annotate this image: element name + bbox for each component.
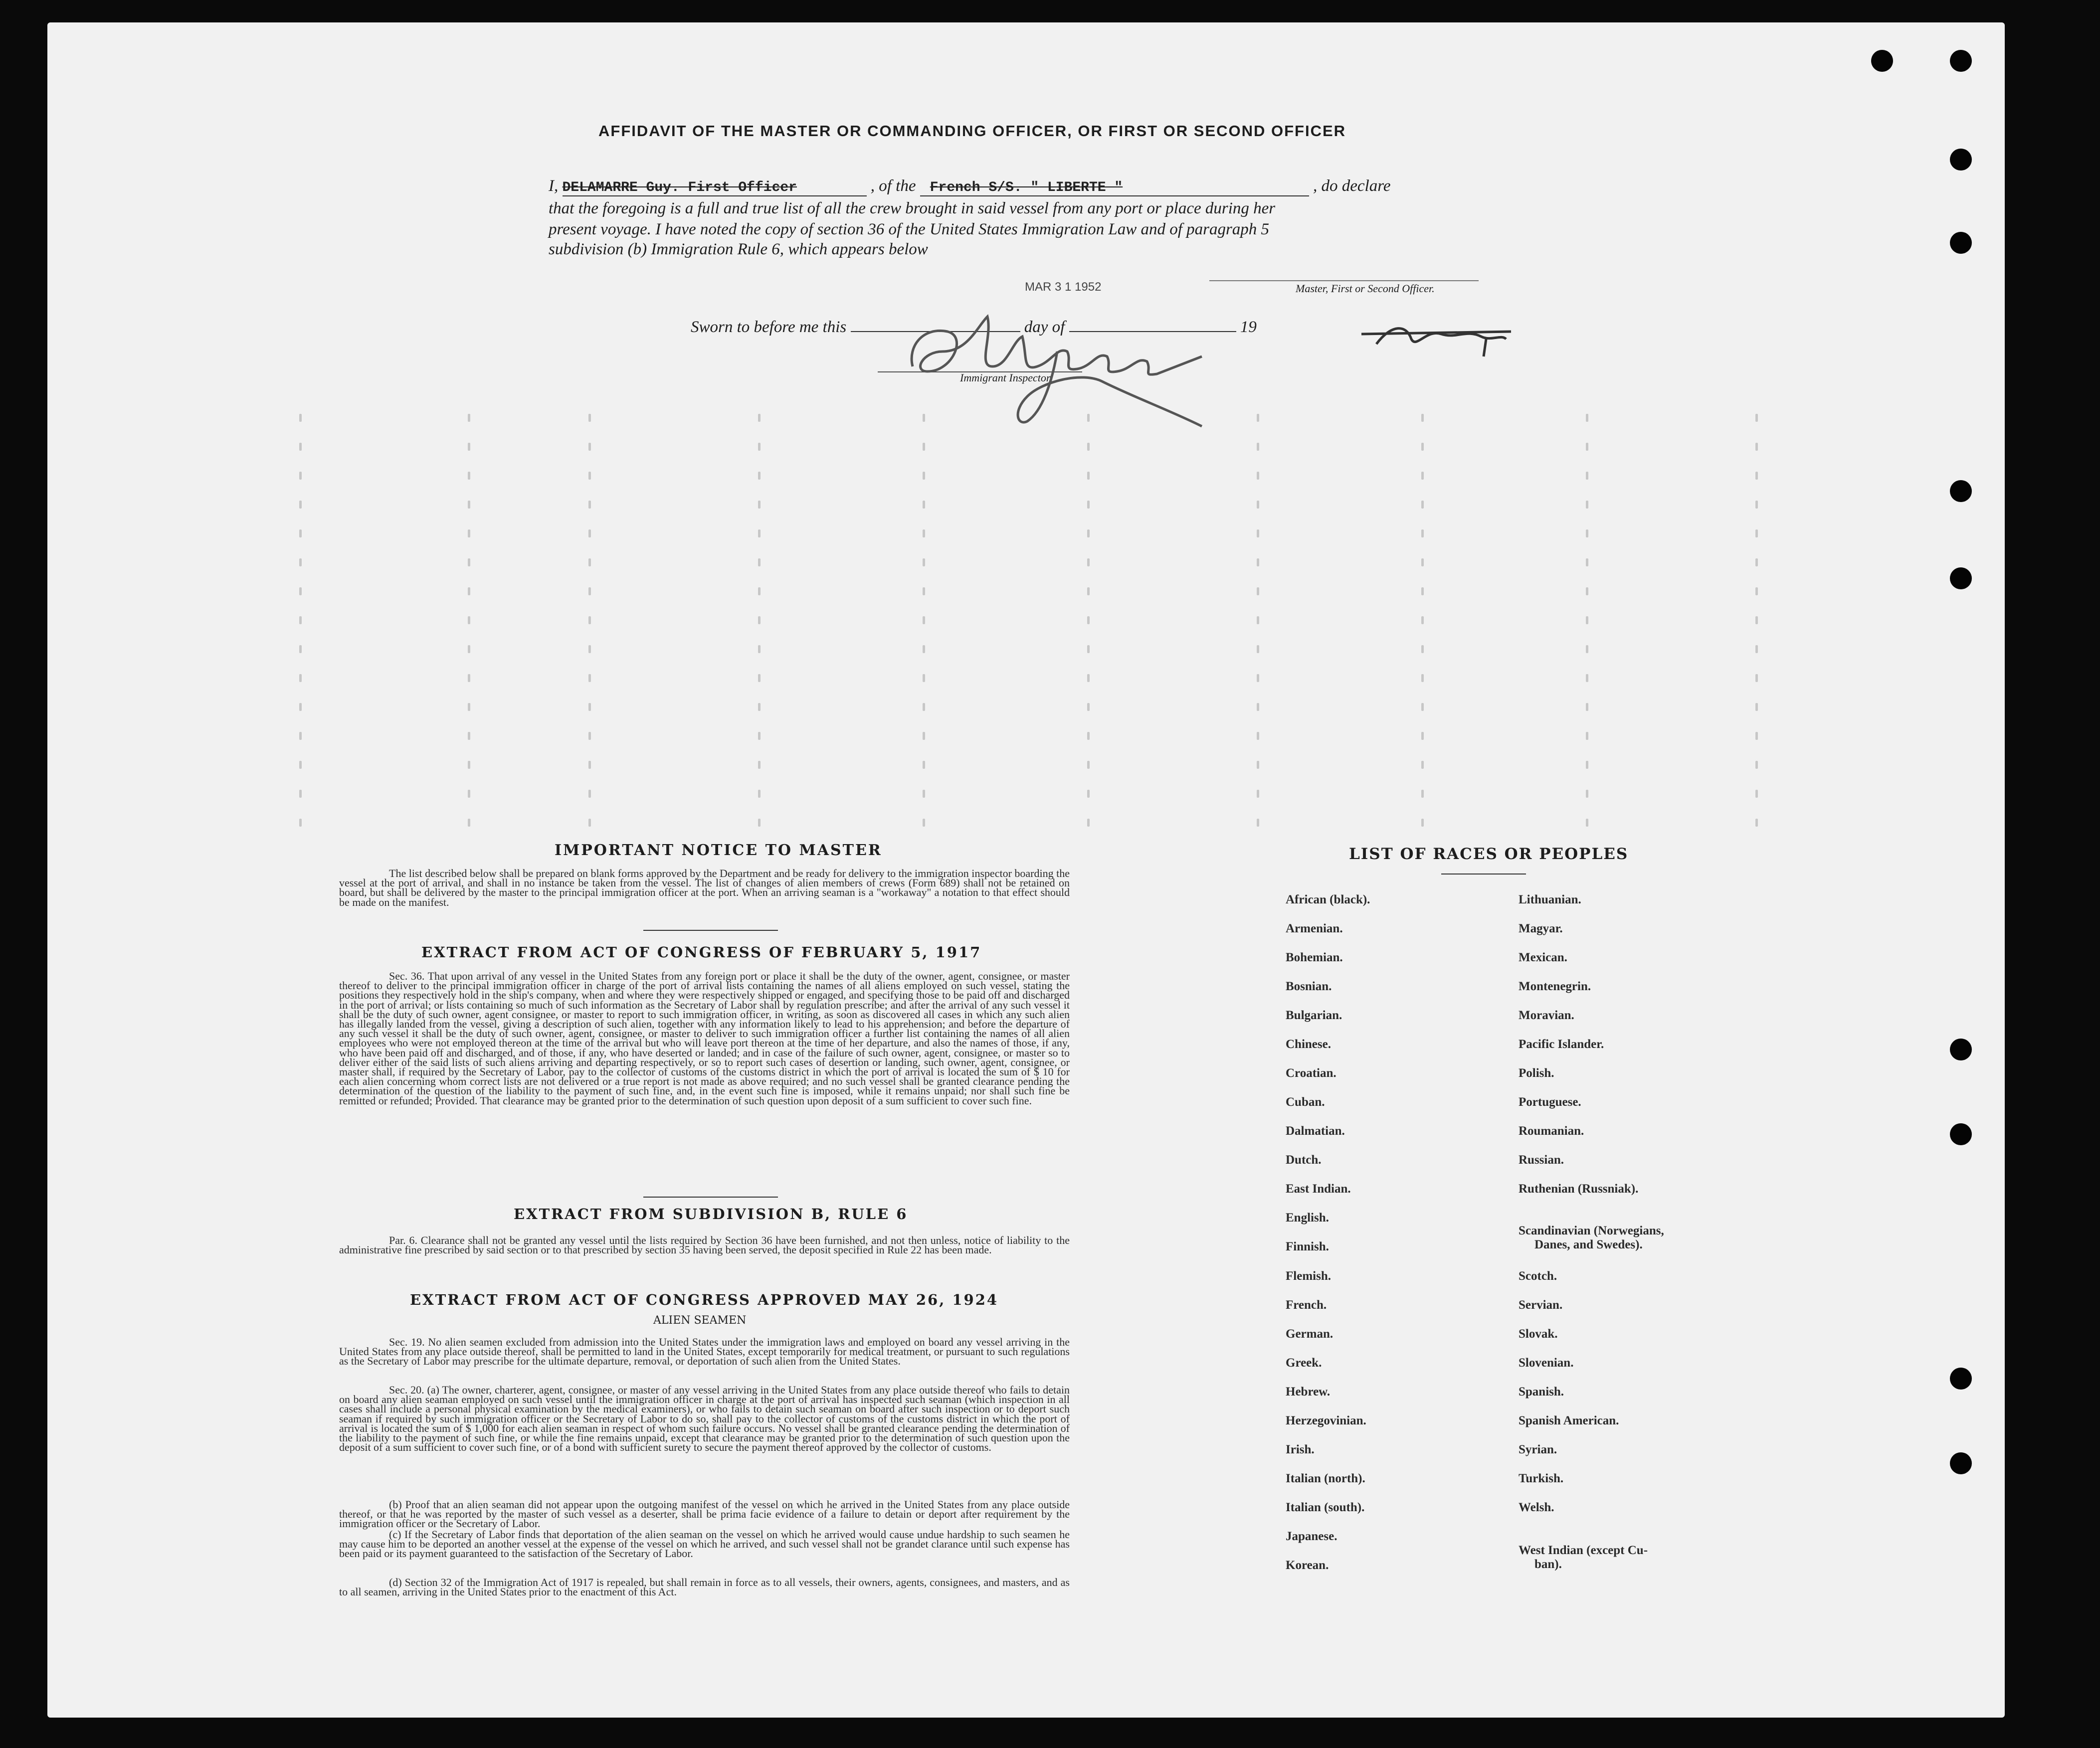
race-item: ban). xyxy=(1534,1558,1562,1571)
officer-name: DELAMARRE Guy. First Officer xyxy=(562,180,797,195)
grid-dot xyxy=(1755,674,1758,682)
extract-1924-sec20a: Sec. 20. (a) The owner, charterer, agent, consignee, or master of any vessel arriving in the United States from any place outside thereof who fails to detain on board any alien seaman employed on such vessel until the immigration officer in charge at the port of arrival has inspected such seaman (which inspection in all cases shall include a personal physical examination by the medical examiners), or who fails to detain such seaman on board after such inspection or to deport such seaman if required by such immigration officer or the Secretary of Labor to do so, shall pay to the collector of customs of the customs district in which the port of arrival is located the sum of $ 1,000 for each alien seaman in respect of whom such failure occurs. No vessel shall be granted clearance pending the determination of the liability to the payment of such fine, or while the fine remains unpaid, except that clearance may be granted prior to the determination of such question upon the deposit of a sum sufficient to cover such fine, or of a bond with sufficient surety to secure the payment thereof approved by the collector of customs. xyxy=(339,1384,1070,1454)
race-item: Irish. xyxy=(1286,1443,1315,1456)
race-item: French. xyxy=(1286,1298,1327,1312)
race-item: Bosnian. xyxy=(1286,980,1332,993)
race-item: Chinese. xyxy=(1286,1038,1331,1051)
grid-dot xyxy=(1257,443,1259,451)
grid-dot xyxy=(923,558,925,566)
grid-dot xyxy=(923,645,925,653)
grid-dot xyxy=(1087,443,1090,451)
grid-dot xyxy=(923,819,925,827)
grid-dot xyxy=(923,472,925,480)
grid-dot xyxy=(588,529,591,537)
grid-dot xyxy=(588,645,591,653)
grid-dot xyxy=(1087,501,1090,509)
extract-1924-sec20b: (b) Proof that an alien seaman did not appear upon the outgoing manifest of the vessel on which he arrived in the United States from any place outside thereof, or that he was reported by the master of such vessel as a deserter, shall be prima facie evidence of a failure to detain or deport after requirement by the immigration officer or the Secretary of Labor. xyxy=(339,1498,1070,1530)
race-item: Syrian. xyxy=(1519,1443,1557,1456)
grid-dot xyxy=(588,674,591,682)
grid-dot xyxy=(299,501,302,509)
grid-dot xyxy=(1257,703,1259,711)
grid-dot xyxy=(758,501,761,509)
grid-dot xyxy=(923,703,925,711)
race-item: Dalmatian. xyxy=(1286,1124,1345,1138)
punch-hole xyxy=(1950,567,1972,589)
race-item: Slovenian. xyxy=(1519,1356,1574,1370)
divider xyxy=(643,1197,778,1198)
race-item: East Indian. xyxy=(1286,1182,1351,1196)
affidavit-line-1 xyxy=(549,177,1390,196)
grid-dot xyxy=(1257,674,1259,682)
grid-dot xyxy=(1755,472,1758,480)
grid-dot xyxy=(468,472,470,480)
race-item: Bulgarian. xyxy=(1286,1009,1342,1022)
grid-dot xyxy=(1586,587,1588,595)
grid-dot xyxy=(468,558,470,566)
grid-dot xyxy=(588,472,591,480)
grid-dot xyxy=(468,414,470,422)
grid-dot xyxy=(758,703,761,711)
extract-1917-body: Sec. 36. That upon arrival of any vessel in the United States from any foreign port or place it shall be the duty of the owner, agent, consignee, or master thereof to deliver to the principal immigration officer in charge of the port of arrival lists containing the names of all aliens employed on such vessel, stating the positions they respectively hold in the ship's company, when and where they were respectively shipped or engaged, and specifying those to be paid off and discharged in the port of arrival; or lists containing so much of such information as the Secretary of Labor shall by regulation prescribe; and after the arrival of any such vessel it shall be the duty of such owner, agent consignee, or master to report to such immigration officer, in writing, as soon as discovered all cases in which any such alien has illegally landed from the vessel, giving a description of such alien, together with any information likely to lead to his apprehension; and before the departure of any such vessel it shall be the duty of such owner, agent, consignee, or master to deliver to such immigration officer a further list containing the names of all alien employees who were not employed thereon at the time of the arrival but who will leave port thereon at the time of her departure, and also the names of those, if any, who have been paid off and discharged, and of those, if any, who have deserted or landed; and in case of the failure of such owner, agent, consignee, or master so to deliver either of the said lists of such aliens arriving and departing respectively, or so to report such cases of desertion or landing, such owner, agent, consignee, or master shall, if required by the Secretary of Labor, pay to the collector of customs of the customs district in which the port of arrival is located the sum of $ 10 for each alien concerning whom correct lists are not delivered or a true report is not made as above required; and no such vessel shall be granted clearance pending the determination of the question of the liability to the payment of such fine, and, in the event such fine is imposed, while it remains unpaid; nor shall such fine be remitted or refunded; Provided. That clearance may be granted prior to the determination of such question upon deposit of a sum sufficient to cover such fine. xyxy=(339,970,1070,1107)
race-item: Spanish. xyxy=(1519,1385,1564,1398)
grid-dot xyxy=(1586,703,1588,711)
grid-dot xyxy=(923,443,925,451)
grid-dot xyxy=(1755,558,1758,566)
affidavit-line-3: present voyage. I have noted the copy of section 36 of the United States Immigration Law and of paragraph 5 xyxy=(549,220,1270,238)
race-item: African (black). xyxy=(1286,893,1370,906)
grid-dot xyxy=(1257,616,1259,624)
grid-dot xyxy=(299,529,302,537)
grid-dot xyxy=(758,472,761,480)
divider xyxy=(643,930,778,931)
grid-dot xyxy=(1087,472,1090,480)
grid-dot xyxy=(1421,645,1424,653)
grid-dot xyxy=(1586,761,1588,769)
sworn-year: 19 xyxy=(1240,318,1257,336)
grid-dot xyxy=(1755,587,1758,595)
grid-dot xyxy=(1257,414,1259,422)
grid-dot xyxy=(923,761,925,769)
grid-dot xyxy=(1421,529,1424,537)
grid-dot xyxy=(1421,819,1424,827)
grid-dot xyxy=(1586,558,1588,566)
grid-dot xyxy=(923,732,925,740)
grid-dot xyxy=(1421,414,1424,422)
grid-dot xyxy=(1087,587,1090,595)
grid-dot xyxy=(1257,472,1259,480)
grid-dot xyxy=(1257,732,1259,740)
grid-dot xyxy=(1586,443,1588,451)
inspector-signature xyxy=(893,297,1282,431)
grid-dot xyxy=(468,761,470,769)
grid-dot xyxy=(468,529,470,537)
grid-dot xyxy=(1421,616,1424,624)
grid-dot xyxy=(588,616,591,624)
grid-dot xyxy=(923,674,925,682)
race-item: Italian (north). xyxy=(1286,1472,1365,1485)
race-item: Portuguese. xyxy=(1519,1095,1581,1109)
grid-dot xyxy=(1257,501,1259,509)
race-item: West Indian (except Cu- xyxy=(1519,1544,1648,1557)
grid-dot xyxy=(923,501,925,509)
affidavit-line-4: subdivision (b) Immigration Rule 6, which appears below xyxy=(549,240,928,258)
grid-dot xyxy=(758,443,761,451)
grid-dot xyxy=(1421,501,1424,509)
grid-dot xyxy=(1087,761,1090,769)
grid-dot xyxy=(1087,703,1090,711)
grid-dot xyxy=(299,645,302,653)
grid-dot xyxy=(758,414,761,422)
grid-dot xyxy=(468,501,470,509)
grid-dot xyxy=(1586,501,1588,509)
grid-dot xyxy=(758,558,761,566)
grid-dot xyxy=(588,703,591,711)
grid-dot xyxy=(758,761,761,769)
race-item: Danes, and Swedes). xyxy=(1534,1238,1643,1251)
grid-dot xyxy=(1755,761,1758,769)
race-item: Russian. xyxy=(1519,1153,1564,1167)
grid-dot xyxy=(1257,529,1259,537)
punch-hole xyxy=(1950,480,1972,502)
grid-dot xyxy=(1087,732,1090,740)
grid-dot xyxy=(758,645,761,653)
vessel-name: French S/S. " LIBERTE " xyxy=(930,180,1123,195)
grid-dot xyxy=(1087,558,1090,566)
grid-dot xyxy=(299,761,302,769)
race-item: Magyar. xyxy=(1519,922,1563,935)
grid-dot xyxy=(1087,790,1090,798)
race-item: Polish. xyxy=(1519,1066,1554,1080)
punch-hole xyxy=(1950,1452,1972,1474)
grid-dot xyxy=(1087,819,1090,827)
race-item: Bohemian. xyxy=(1286,951,1343,964)
grid-dot xyxy=(588,587,591,595)
grid-dot xyxy=(299,414,302,422)
punch-hole xyxy=(1871,50,1893,72)
sworn-day-of: day of xyxy=(1024,318,1065,336)
race-item: Armenian. xyxy=(1286,922,1343,935)
extract-1924-sec19: Sec. 19. No alien seamen excluded from admission into the United States under the immigration laws and employed on board any vessel arriving in the United States from any place outside thereof, shall be permitted to land in the United States, except temporarily for medical treatment, or pursuant to such regulations as the Secretary of Labor may prescribe for the ultimate departure, removal, or deportation of such alien from the United States. xyxy=(339,1336,1070,1368)
grid-dot xyxy=(1421,674,1424,682)
grid-dot xyxy=(299,443,302,451)
race-item: Korean. xyxy=(1286,1559,1329,1572)
race-item: Italian (south). xyxy=(1286,1501,1365,1514)
grid-dot xyxy=(1421,761,1424,769)
grid-dot xyxy=(1087,529,1090,537)
grid-dot xyxy=(468,819,470,827)
grid-dot xyxy=(1755,501,1758,509)
sworn-text: Sworn to before me this xyxy=(691,318,847,336)
grid-dot xyxy=(923,790,925,798)
punch-hole xyxy=(1950,149,1972,171)
grid-dot xyxy=(299,732,302,740)
grid-dot xyxy=(588,761,591,769)
subdivision-b-title: EXTRACT FROM SUBDIVISION B, RULE 6 xyxy=(514,1206,908,1223)
grid-dot xyxy=(1421,703,1424,711)
race-item: Mexican. xyxy=(1519,951,1567,964)
grid-dot xyxy=(1755,819,1758,827)
grid-dot xyxy=(758,732,761,740)
grid-dot xyxy=(468,674,470,682)
extract-1924-sec20d: (d) Section 32 of the Immigration Act of 1917 is repealed, but shall remain in force as to all vessels, their owners, agents, consignees, and masters, and as to all seamen, arriving in the United States prior to the enactment of this Act. xyxy=(339,1576,1070,1598)
race-item: Moravian. xyxy=(1519,1009,1574,1022)
race-item: Finnish. xyxy=(1286,1240,1329,1253)
grid-dot xyxy=(1257,645,1259,653)
extract-1924-sec20c: (c) If the Secretary of Labor finds that deportation of the alien seaman on the vessel on which he arrived would cause undue hardship to such seamen he may cause him to be deported an another vessel at the expense of the vessel on which he arrived, and such vessel shall not be grandet clarance until such expense has been paid or its payment guaranteed to the satisfaction of the Secretary of Labor. xyxy=(339,1528,1070,1560)
grid-dot xyxy=(468,732,470,740)
grid-dot xyxy=(1755,616,1758,624)
inspector-caption: Immigrant Inspector. xyxy=(960,371,1052,384)
race-item: German. xyxy=(1286,1327,1334,1341)
race-item: Scotch. xyxy=(1519,1269,1557,1283)
grid-dot xyxy=(1586,529,1588,537)
date-stamp: MAR 3 1 1952 xyxy=(1025,280,1102,294)
grid-dot xyxy=(1586,645,1588,653)
race-item: Turkish. xyxy=(1519,1472,1564,1485)
race-item: Herzegovinian. xyxy=(1286,1414,1366,1427)
vessel-name-field xyxy=(920,177,1309,196)
grid-dot xyxy=(1755,790,1758,798)
race-item: Servian. xyxy=(1519,1298,1563,1312)
grid-dot xyxy=(758,819,761,827)
grid-dot xyxy=(299,558,302,566)
officer-name-field xyxy=(563,177,867,196)
notice-title: IMPORTANT NOTICE TO MASTER xyxy=(555,842,882,859)
grid-dot xyxy=(1421,558,1424,566)
race-item: Croatian. xyxy=(1286,1066,1336,1080)
extract-1924-subtitle: ALIEN SEAMEN xyxy=(653,1314,747,1327)
subdivision-b-body: Par. 6. Clearance shall not be granted any vessel until the lists required by Section 36 have been furnished, and not then unless, notice of liability to the administrative fine prescribed by said section or to that prescribed by section 35 having been served, the deposit specified in Rule 22 has been made. xyxy=(339,1234,1070,1256)
grid-dot xyxy=(1755,529,1758,537)
grid-dot xyxy=(1421,472,1424,480)
race-item: Hebrew. xyxy=(1286,1385,1331,1398)
race-item: English. xyxy=(1286,1211,1329,1224)
grid-dot xyxy=(1087,674,1090,682)
race-item: Ruthenian (Russniak). xyxy=(1519,1182,1639,1196)
officer-signature xyxy=(1356,319,1521,359)
grid-dot xyxy=(758,790,761,798)
grid-dot xyxy=(1087,645,1090,653)
race-item: Spanish American. xyxy=(1519,1414,1619,1427)
race-item: Welsh. xyxy=(1519,1501,1554,1514)
grid-dot xyxy=(299,674,302,682)
race-item: Roumanian. xyxy=(1519,1124,1584,1138)
grid-dot xyxy=(923,529,925,537)
grid-dot xyxy=(1586,732,1588,740)
grid-dot xyxy=(588,790,591,798)
line1-suffix: , do declare xyxy=(1313,177,1391,195)
grid-dot xyxy=(468,645,470,653)
grid-dot xyxy=(1421,790,1424,798)
grid-dot xyxy=(1257,761,1259,769)
grid-dot xyxy=(299,472,302,480)
grid-dot xyxy=(923,616,925,624)
grid-dot xyxy=(588,501,591,509)
affidavit-line-2: that the foregoing is a full and true list of all the crew brought in said vessel from any port or place during her xyxy=(549,199,1276,217)
grid-dot xyxy=(1755,732,1758,740)
punch-hole xyxy=(1950,232,1972,254)
race-item: Slovak. xyxy=(1519,1327,1558,1341)
line1-prefix: I, xyxy=(549,177,559,195)
grid-dot xyxy=(468,790,470,798)
punch-hole xyxy=(1950,1123,1972,1145)
grid-dot xyxy=(588,732,591,740)
punch-hole xyxy=(1950,1039,1972,1060)
grid-dot xyxy=(758,674,761,682)
grid-dot xyxy=(1755,703,1758,711)
races-title: LIST OF RACES OR PEOPLES xyxy=(1349,845,1629,863)
signer-caption: Master, First or Second Officer. xyxy=(1296,282,1435,295)
grid-dot xyxy=(1087,414,1090,422)
race-item: Japanese. xyxy=(1286,1530,1337,1543)
grid-dot xyxy=(1586,819,1588,827)
grid-dot xyxy=(468,443,470,451)
race-item: Flemish. xyxy=(1286,1269,1331,1283)
grid-dot xyxy=(468,587,470,595)
race-item: Scandinavian (Norwegians, xyxy=(1519,1224,1664,1237)
grid-dot xyxy=(588,819,591,827)
grid-dot xyxy=(1257,587,1259,595)
grid-dot xyxy=(1421,587,1424,595)
grid-dot xyxy=(1421,443,1424,451)
grid-dot xyxy=(758,587,761,595)
grid-dot xyxy=(1755,414,1758,422)
notice-body: The list described below shall be prepared on blank forms approved by the Department and be ready for delivery to the immigration inspector boarding the vessel at the port of arrival, and shall in no instance be taken from the vessel. The list of changes of alien members of crews (Form 689) shall not be retained on board, but shall be delivered by the master to the principal immigration officer at the port. When an arriving seaman is a "workaway" a notation to that effect should be made on the manifest. xyxy=(339,867,1070,908)
grid-dot xyxy=(923,587,925,595)
grid-dot xyxy=(588,414,591,422)
grid-dot xyxy=(1257,819,1259,827)
grid-dot xyxy=(1755,645,1758,653)
extract-1924-title: EXTRACT FROM ACT OF CONGRESS APPROVED MAY 26, 1924 xyxy=(410,1291,999,1308)
grid-dot xyxy=(1257,558,1259,566)
grid-dot xyxy=(299,703,302,711)
race-item: Dutch. xyxy=(1286,1153,1322,1167)
grid-dot xyxy=(468,703,470,711)
grid-dot xyxy=(299,587,302,595)
race-item: Greek. xyxy=(1286,1356,1322,1370)
grid-dot xyxy=(588,443,591,451)
grid-dot xyxy=(1586,790,1588,798)
affidavit-title: AFFIDAVIT OF THE MASTER OR COMMANDING OFFICER, OR FIRST OR SECOND OFFICER xyxy=(598,122,1346,140)
grid-dot xyxy=(1257,790,1259,798)
grid-dot xyxy=(299,819,302,827)
grid-dot xyxy=(299,616,302,624)
grid-dot xyxy=(1755,443,1758,451)
grid-dot xyxy=(1586,616,1588,624)
grid-dot xyxy=(758,616,761,624)
grid-dot xyxy=(1586,674,1588,682)
grid-dot xyxy=(1087,616,1090,624)
grid-dot xyxy=(588,558,591,566)
grid-dot xyxy=(1586,414,1588,422)
line1-of: , of the xyxy=(870,177,916,195)
grid-dot xyxy=(758,529,761,537)
grid-dot xyxy=(923,414,925,422)
race-item: Pacific Islander. xyxy=(1519,1038,1604,1051)
race-item: Lithuanian. xyxy=(1519,893,1581,906)
extract-1917-title: EXTRACT FROM ACT OF CONGRESS OF FEBRUARY 5, 1917 xyxy=(421,944,982,961)
grid-dot xyxy=(468,616,470,624)
grid-dot xyxy=(299,790,302,798)
grid-dot xyxy=(1586,472,1588,480)
race-item: Cuban. xyxy=(1286,1095,1325,1109)
signer-line xyxy=(1209,280,1479,281)
punch-hole xyxy=(1950,1368,1972,1390)
race-item: Montenegrin. xyxy=(1519,980,1591,993)
punch-hole xyxy=(1950,50,1972,72)
grid-dot xyxy=(1421,732,1424,740)
